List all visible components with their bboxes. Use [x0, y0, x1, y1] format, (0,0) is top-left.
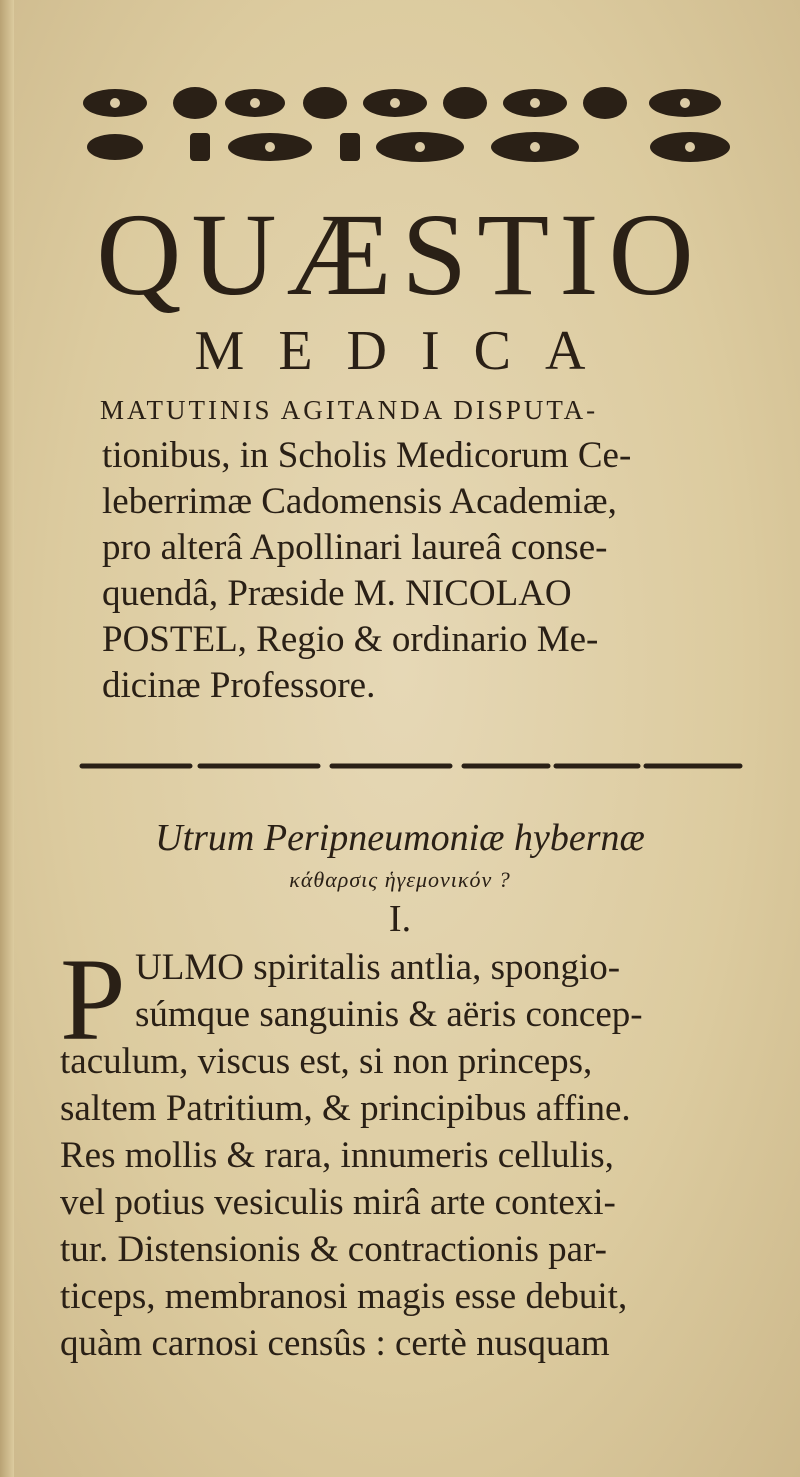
body-text-line: taculum, viscus est, si non princeps,	[60, 1041, 593, 1082]
body-text-line: ticeps, membranosi magis esse debuit,	[60, 1276, 628, 1317]
section-number: I.	[388, 898, 412, 940]
description-line: leberrimæ Cadomensis Academiæ,	[102, 481, 617, 522]
description-line: quendâ, Præside M. NICOLAO	[102, 573, 572, 614]
drop-cap: P	[60, 934, 126, 1065]
body-text-line: ULMO spiritalis antlia, spongio-	[135, 947, 621, 988]
description-line: dicinæ Professore.	[102, 665, 376, 706]
body-text-line: quàm carnosi censûs : certè nusquam	[60, 1323, 610, 1364]
question-greek: κάθαρσις ἡγεμονικόν ?	[289, 867, 511, 892]
scroll-ornament-icon	[75, 78, 740, 128]
description-line: pro alterâ Apollinari laureâ conse-	[102, 527, 608, 568]
body-text-line: súmque sanguinis & aëris concep-	[135, 994, 643, 1035]
scroll-ornament-icon	[75, 125, 740, 170]
question-heading: Utrum Peripneumoniæ hybernæ	[155, 817, 645, 859]
body-text-line: tur. Distensionis & contractionis par-	[60, 1229, 607, 1270]
rule-ornament-icon	[78, 760, 743, 772]
body-text-line: saltem Patritium, & principibus affine.	[60, 1088, 631, 1129]
description-line: tionibus, in Scholis Medicorum Ce-	[102, 435, 632, 476]
page-title: QUÆSTIO	[96, 189, 704, 320]
description-line: POSTEL, Regio & ordinario Me-	[102, 619, 599, 660]
description-line: MATUTINIS AGITANDA DISPUTA-	[100, 395, 599, 425]
body-text-line: Res mollis & rara, innumeris cellulis,	[60, 1135, 614, 1176]
body-text-line: vel potius vesiculis mirâ arte contexi-	[60, 1182, 616, 1223]
page-subtitle: MEDICA	[194, 320, 620, 382]
